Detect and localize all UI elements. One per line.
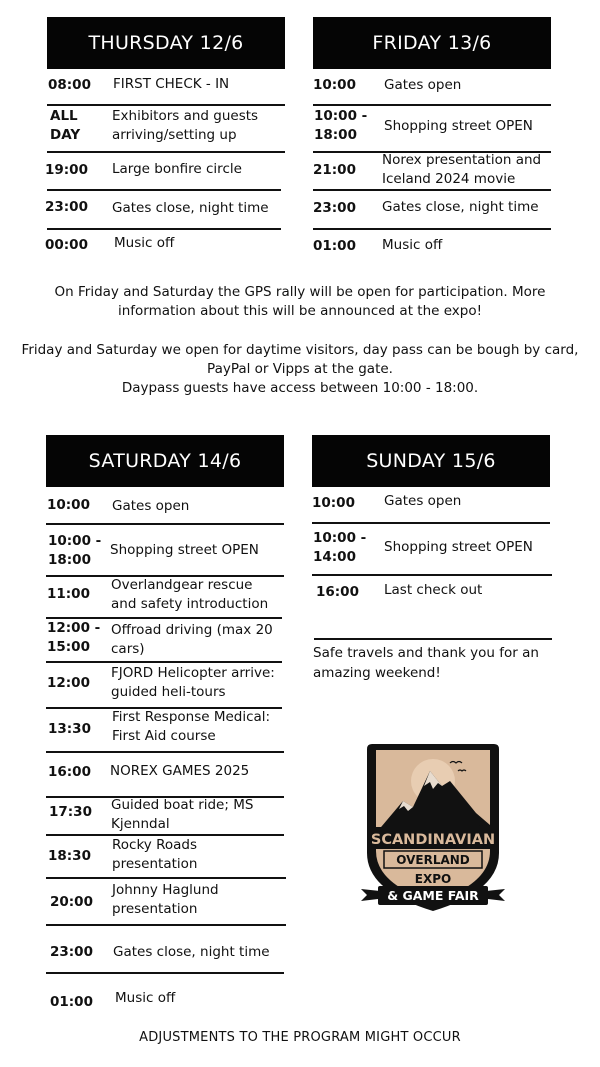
schedule-time: 19:00 <box>45 162 88 178</box>
saturday-title: SATURDAY 14/6 <box>88 450 242 472</box>
schedule-desc: Shopping street OPEN <box>110 542 259 558</box>
schedule-time: 12:00 <box>47 675 90 691</box>
row-divider <box>313 104 551 106</box>
schedule-desc: First Response Medical: First Aid course <box>112 709 271 744</box>
schedule-desc: Gates close, night time <box>112 200 269 216</box>
schedule-desc: Johnny Haglund presentation <box>112 882 219 917</box>
row-divider <box>47 104 285 106</box>
saturday-header <box>46 435 284 487</box>
schedule-time: 10:00 - 14:00 <box>313 530 367 565</box>
row-divider <box>46 661 282 663</box>
friday-header <box>313 17 551 69</box>
schedule-time: 23:00 <box>50 944 93 960</box>
gps-rally-line-2: information about this will be announced at the expo! <box>117 303 483 319</box>
schedule-desc: Gates close, night time <box>113 944 270 960</box>
schedule-desc: Shopping street OPEN <box>384 539 533 555</box>
footer-note: ADJUSTMENTS TO THE PROGRAM MIGHT OCCUR <box>139 1030 461 1045</box>
schedule-time: 23:00 <box>313 200 356 216</box>
row-divider <box>312 522 550 524</box>
sunday-title: SUNDAY 15/6 <box>366 450 496 472</box>
schedule-time: 10:00 - 18:00 <box>48 533 102 568</box>
schedule-time: 10:00 <box>313 77 356 93</box>
schedule-desc: Large bonfire circle <box>112 161 242 177</box>
schedule-time: 10:00 - 18:00 <box>314 108 368 143</box>
closing-note: Safe travels and thank you for an amazing weekend! <box>313 645 539 681</box>
schedule-time: 18:30 <box>48 848 91 864</box>
schedule-time: 01:00 <box>313 238 356 254</box>
schedule-time: 17:30 <box>49 804 92 820</box>
schedule-time: 16:00 <box>48 764 91 780</box>
row-divider <box>47 151 285 153</box>
schedule-time: 01:00 <box>50 994 93 1010</box>
row-divider <box>313 228 551 230</box>
schedule-desc: Shopping street OPEN <box>384 118 533 134</box>
friday-title: FRIDAY 13/6 <box>372 32 492 54</box>
row-divider <box>46 972 284 974</box>
schedule-time: 12:00 - 15:00 <box>47 620 101 655</box>
row-divider <box>313 189 551 191</box>
schedule-desc: FJORD Helicopter arrive: guided heli-tours <box>111 665 275 700</box>
schedule-desc: Overlandgear rescue and safety introduction <box>111 577 269 612</box>
daypass-line-2: PayPal or Vipps at the gate. <box>207 361 393 377</box>
schedule-time: ALL DAY <box>50 108 81 143</box>
schedule-desc: Gates open <box>384 77 462 93</box>
row-divider <box>46 924 286 926</box>
schedule-desc: Norex presentation and Iceland 2024 movie <box>382 152 542 187</box>
row-divider <box>46 877 286 879</box>
schedule-time: 21:00 <box>313 162 356 178</box>
row-divider <box>312 574 552 576</box>
schedule-desc: Guided boat ride; MS Kjenndal <box>111 797 254 832</box>
logo-text-4: & GAME FAIR <box>387 888 479 903</box>
schedule-time: 00:00 <box>45 237 88 253</box>
schedule-time: 11:00 <box>47 586 90 602</box>
schedule-desc: Gates close, night time <box>382 199 539 215</box>
schedule-desc: Gates open <box>384 493 462 509</box>
daypass-line-3: Daypass guests have access between 10:00 - 18:00. <box>121 380 479 396</box>
schedule-time: 13:30 <box>48 721 91 737</box>
daypass-line-1: Friday and Saturday we open for daytime visitors, day pass can be bough by card, <box>21 342 579 358</box>
row-divider <box>47 189 281 191</box>
schedule-desc: Exhibitors and guests arriving/setting up <box>112 108 259 143</box>
schedule-time: 10:00 <box>312 495 355 511</box>
row-divider <box>46 751 284 753</box>
schedule-desc: Music off <box>114 235 175 251</box>
sunday-header <box>312 435 550 487</box>
logo-text-2: OVERLAND <box>396 853 470 867</box>
schedule-desc: Offroad driving (max 20 cars) <box>111 622 273 657</box>
schedule-time: 23:00 <box>45 199 88 215</box>
schedule-desc: NOREX GAMES 2025 <box>110 763 250 779</box>
schedule-desc: Rocky Roads presentation <box>112 837 198 872</box>
schedule-desc: Gates open <box>112 498 190 514</box>
schedule-time: 20:00 <box>50 894 93 910</box>
schedule-desc: Music off <box>382 237 443 253</box>
schedule-desc: Music off <box>115 990 176 1006</box>
gps-rally-line-1: On Friday and Saturday the GPS rally will be open for participation. More <box>54 284 546 300</box>
row-divider <box>47 228 281 230</box>
logo-text-3: EXPO <box>414 872 452 886</box>
schedule-time: 16:00 <box>316 584 359 600</box>
thursday-header <box>47 17 285 69</box>
schedule-desc: Last check out <box>384 582 483 598</box>
row-divider <box>46 523 284 525</box>
row-divider <box>314 638 552 640</box>
thursday-title: THURSDAY 12/6 <box>88 32 244 54</box>
expo-logo <box>358 741 508 918</box>
logo-text-1: SCANDINAVIAN <box>370 832 496 848</box>
schedule-desc: FIRST CHECK - IN <box>113 76 230 92</box>
schedule-time: 10:00 <box>47 497 90 513</box>
schedule-time: 08:00 <box>48 77 91 93</box>
